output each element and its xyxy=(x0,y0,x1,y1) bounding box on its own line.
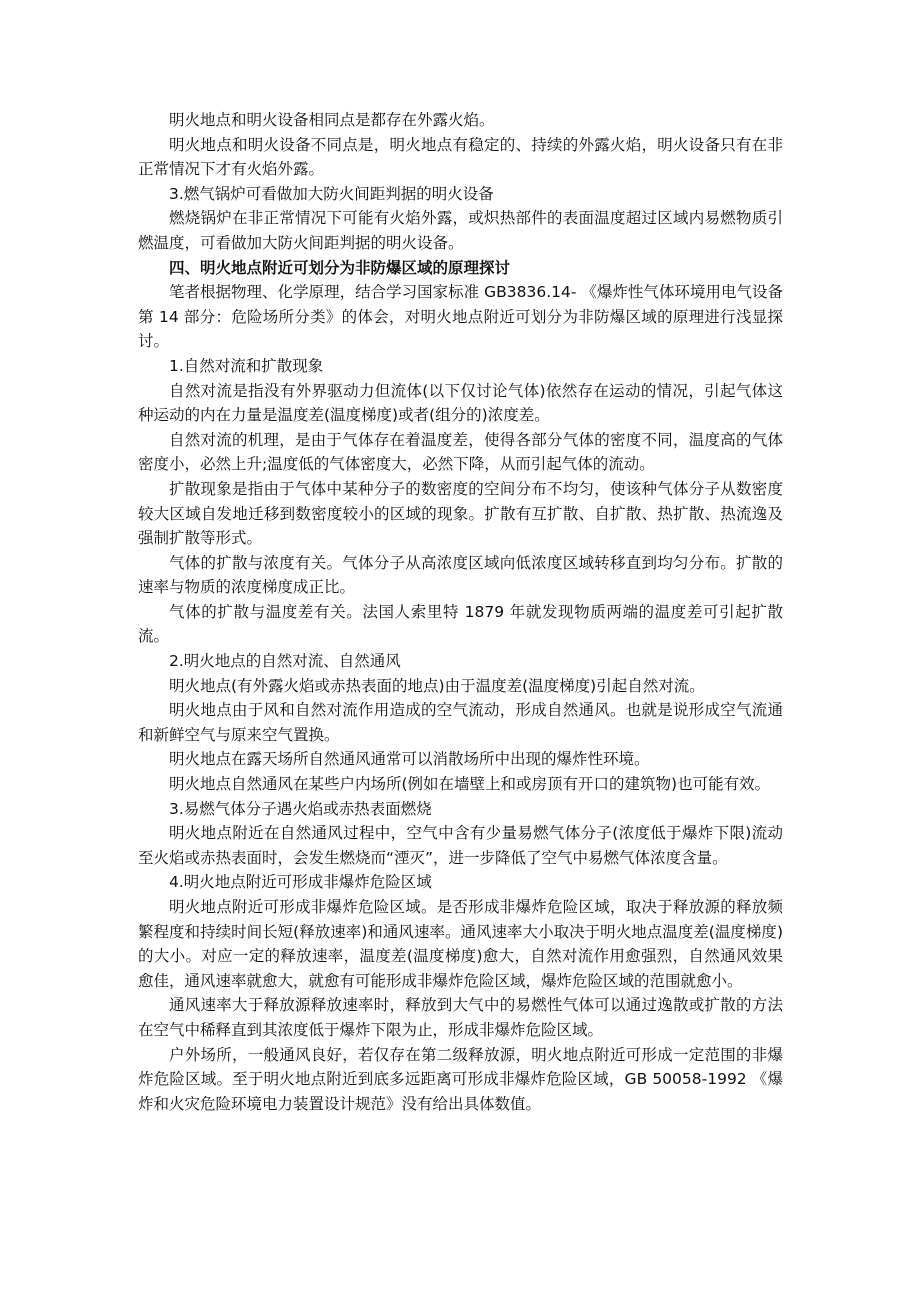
subheading-3: 3.燃气锅炉可看做加大防火间距判据的明火设备 xyxy=(169,184,494,203)
para-3: 燃烧锅炉在非正常情况下可能有火焰外露，或炽热部件的表面温度超过区域内易燃物质引燃温度，可看做加大防火间距判据的明火设备。 xyxy=(138,209,783,252)
para-17: 户外场所，一般通风良好，若仅存在第二级释放源，明火地点附近可形成一定范围的非爆炸危险区域。至于明火地点附近到底多远距离可形成非爆炸危险区域，GB 50058-1992 《爆炸和火灾危险环境电力装置设计规范》没有给出具体数值。 xyxy=(138,1045,783,1113)
subheading-1: 1.自然对流和扩散现象 xyxy=(169,356,324,375)
para-16: 通风速率大于释放源释放速率时，释放到大气中的易燃性气体可以通过逸散或扩散的方法在空气中稀释直到其浓度低于爆炸下限为止，形成非爆炸危险区域。 xyxy=(138,996,783,1039)
para-6: 自然对流的机理，是由于气体存在着温度差，使得各部分气体的密度不同，温度高的气体密度小，必然上升;温度低的气体密度大，必然下降，从而引起气体的流动。 xyxy=(138,430,783,474)
para-7: 扩散现象是指由于气体中某种分子的数密度的空间分布不均匀，使该种气体分子从数密度较大区域自发地迁移到数密度较小的区域的现象。扩散有互扩散、自扩散、热扩散、热流逸及强制扩散等形式。 xyxy=(138,479,783,548)
subheading-4: 4.明火地点附近可形成非爆炸危险区域 xyxy=(169,873,432,892)
para-13: 明火地点自然通风在某些户内场所(例如在墙壁上和或房顶有开口的建筑物)也可能有效。 xyxy=(169,775,771,794)
subheading-2: 2.明火地点的自然对流、自然通风 xyxy=(169,652,401,671)
document-body xyxy=(138,108,783,1116)
para-11: 明火地点由于风和自然对流作用造成的空气流动，形成自然通风。也就是说形成空气流通和新鲜空气与原来空气置换。 xyxy=(138,701,783,744)
para-2: 明火地点和明火设备不同点是，明火地点有稳定的、持续的外露火焰，明火设备只有在非正常情况下才有火焰外露。 xyxy=(138,135,783,179)
para-5: 自然对流是指没有外界驱动力但流体(以下仅讨论气体)依然存在运动的情况，引起气体这种运动的内在力量是温度差(温度梯度)或者(组分的)浓度差。 xyxy=(138,381,783,425)
para-15: 明火地点附近可形成非爆炸危险区域。是否形成非爆炸危险区域，取决于释放源的释放频繁程度和持续时间长短(释放速率)和通风速率。通风速率大小取决于明火地点温度差(温度梯度)的大小。对应一定的释放速率，温度差(温度梯度)愈大，自然对流作用愈强烈，自然通风效果愈佳，通风速率就愈大，就愈有可能形成非爆炸危险区域，爆炸危险区域的范围就愈小。 xyxy=(138,898,783,990)
para-12: 明火地点在露天场所自然通风通常可以消散场所中出现的爆炸性环境。 xyxy=(169,750,650,769)
para-1: 明火地点和明火设备相同点是都存在外露火焰。 xyxy=(169,111,495,129)
para-9: 气体的扩散与温度差有关。法国人索里特 1879 年就发现物质两端的温度差可引起扩散流。 xyxy=(138,602,783,646)
para-8: 气体的扩散与浓度有关。气体分子从高浓度区域向低浓度区域转移直到均匀分布。扩散的速率与物质的浓度梯度成正比。 xyxy=(138,553,783,597)
para-4: 笔者根据物理、化学原理，结合学习国家标准 GB3836.14- 《爆炸性气体环境用电气设备 第 14 部分：危险场所分类》的体会，对明火地点附近可划分为非防爆区域的原理进行浅显探讨。 xyxy=(138,283,783,351)
subheading-3b: 3.易燃气体分子遇火焰或赤热表面燃烧 xyxy=(169,799,432,818)
section-heading-4: 四、明火地点附近可划分为非防爆区域的原理探讨 xyxy=(169,258,511,277)
para-10: 明火地点(有外露火焰或赤热表面的地点)由于温度差(温度梯度)引起自然对流。 xyxy=(169,676,705,695)
para-14: 明火地点附近在自然通风过程中，空气中含有少量易燃气体分子(浓度低于爆炸下限)流动至火焰或赤热表面时，会发生燃烧而“湮灭”，进一步降低了空气中易燃气体浓度含量。 xyxy=(138,824,783,867)
